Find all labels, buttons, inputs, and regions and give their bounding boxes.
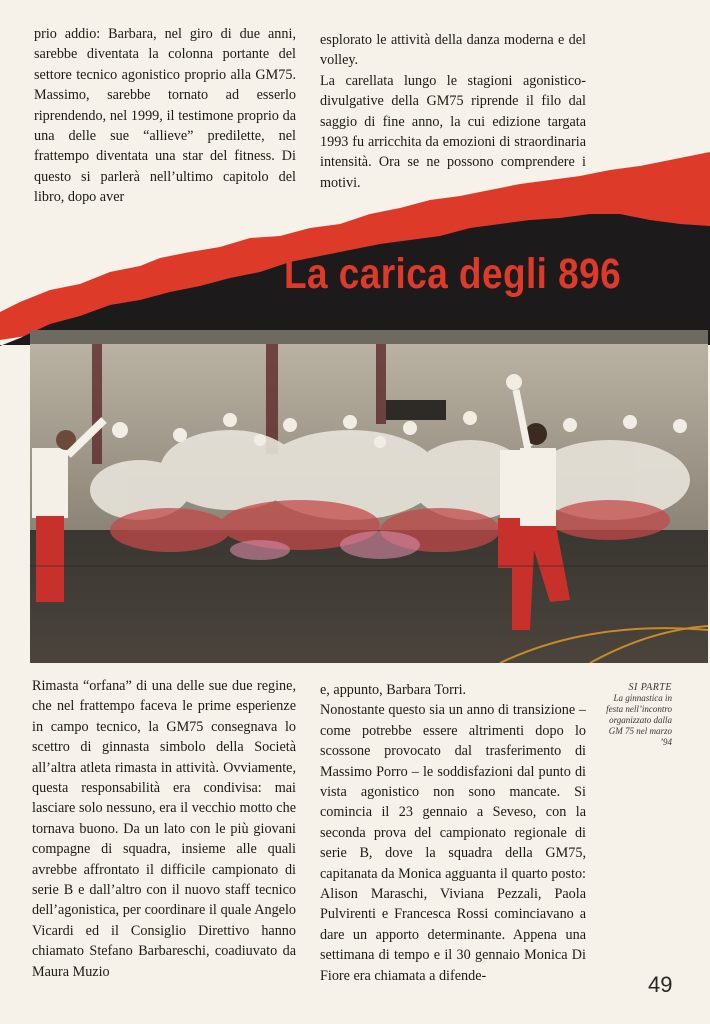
photo-caption bbox=[598, 682, 672, 748]
paragraph: esplorato le attività della danza moderna e del volley. bbox=[320, 32, 586, 69]
gym-photo-image bbox=[30, 330, 708, 663]
gym-photo bbox=[30, 330, 708, 663]
bottom-left-column bbox=[32, 676, 296, 982]
paragraph: Rimasta “orfana” di una delle sue due regine, che nel frattempo faceva le prime esperienze in campo tecnico, la GM75 consegnava lo scettro di ginnasta simbolo della Società all’altra atleta rimasta in attività. Ovviamente, questa responsabilità era condivisa: mai lasciare solo nessuno, era il vecchio motto che tornava buono. Da un lato con le più giovani compagne di squadra, insieme alle quali avrebbe affrontato il difficile campionato di serie B e dall’altro con il nuovo staff tecnico dell’agonistica, per coordinare il quale Angelo Vicardi ed il Consiglio Direttivo hanno chiamato Stefano Barbareschi, coadiuvato da Maura Muzio bbox=[32, 678, 296, 980]
bottom-right-column bbox=[320, 680, 586, 986]
caption-body: La ginnastica in festa nell’incontro organizzato dalla GM 75 nel marzo ’94 bbox=[606, 693, 672, 747]
paragraph: prio addio: Barbara, nel giro di due anni, sarebbe diventata la colonna portante del settore tecnico agonistico proprio alla GM75. Massimo, sarebbe tornato ad esserlo riprendendo, nel 1999, il testimone proprio da una delle sue “allieve” predilette, nel frattempo diventata una star del fitness. Di questo si parlerà nell’ultimo capitolo del libro, dopo aver bbox=[34, 26, 296, 206]
paragraph: La carellata lungo le stagioni agonistico-divulgative della GM75 riprende il filo dal saggio di fine anno, la cui edizione targata 1993 fu arricchita da emozioni di straordinaria intensità. Ora se ne possono comprendere i motivi. bbox=[320, 72, 586, 191]
page-number: 49 bbox=[648, 972, 673, 997]
paragraph: e, appunto, Barbara Torri. bbox=[320, 682, 467, 698]
caption-title: SI PARTE bbox=[628, 682, 672, 693]
headline: La carica degli 896 bbox=[284, 250, 622, 298]
paragraph: Nonostante questo sia un anno di transizione – come potrebbe essere altrimenti dopo lo scossone provocato dal trasferimento di Massimo Porro – le soddisfazioni dal punto di vista agonistico non sono mancate. Si comincia il 23 gennaio a Seveso, con la seconda prova del campionato regionale di serie B, dove la squadra della GM75, capitanata da Monica agguanta il quarto posto: Alison Maraschi, Viviana Pezzali, Paola Pulvirenti e Francesca Rossi cominciavano a dare un apporto determinante. Appena una settimana di tempo e il 30 gennaio Monica Di Fiore era chiamata a difende- bbox=[320, 702, 586, 984]
torn-banner-shape bbox=[0, 0, 710, 360]
torn-banner bbox=[0, 0, 710, 360]
